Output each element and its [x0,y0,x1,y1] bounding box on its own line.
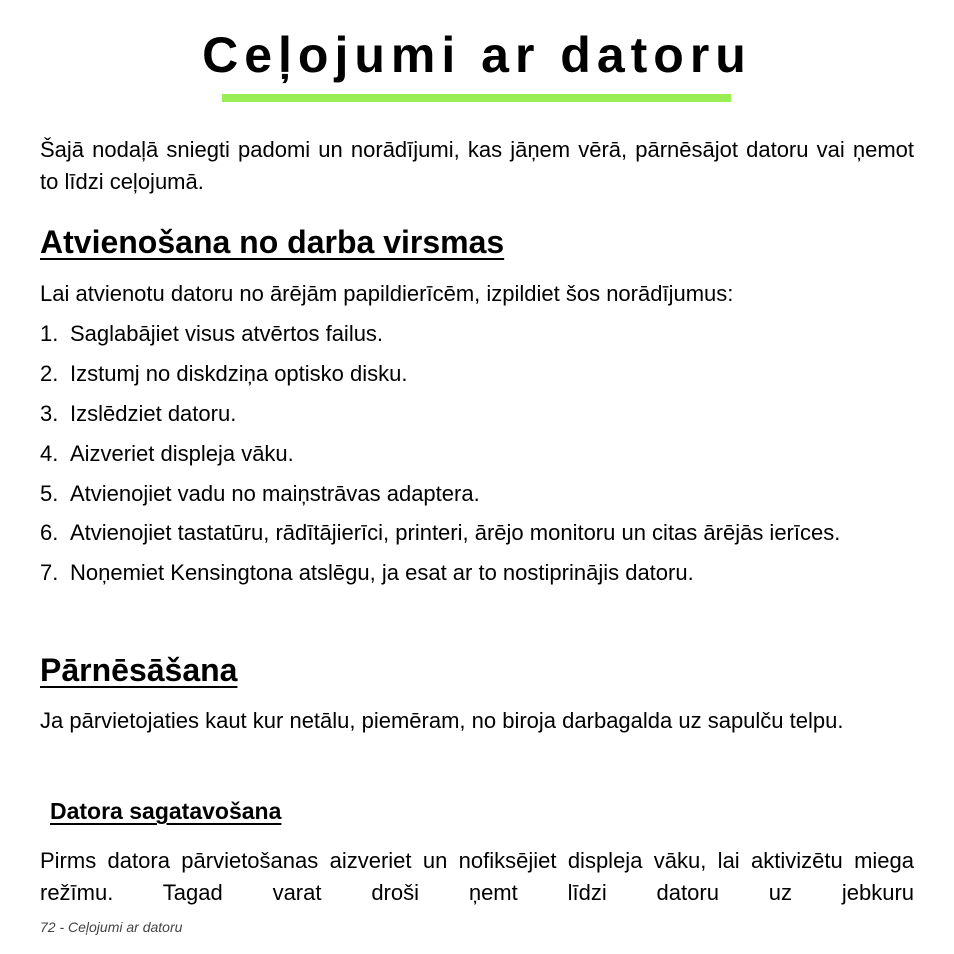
step-text: Saglabājiet visus atvērtos failus. [70,321,384,346]
step-number: 5. [40,481,59,506]
step-number: 6. [40,520,59,545]
page-footer: 72 - Ceļojumi ar datoru [40,919,183,935]
step-text: Aizveriet displeja vāku. [70,441,294,466]
subheading-prepare: Datora sagatavošana [50,798,282,824]
step-text: Noņemiet Kensingtona atslēgu, ja esat ar to nostiprinājis datoru. [70,560,694,585]
prepare-paragraph: Pirms datora pārvietošanas aizveriet un nofiksējiet displeja vāku, lai aktivizētu miega režīmu. Tagad varat droši ņemt līdzi datoru uz jebkuru [40,848,914,905]
moving-paragraph: Ja pārvietojaties kaut kur netālu, piemēram, no biroja darbagalda uz sapulču telpu. [40,708,844,733]
disconnect-steps-list [40,317,914,596]
list-item [40,477,914,510]
title-underline-bar [222,94,731,102]
heading-disconnect: Atvienošana no darba virsmas [40,224,505,260]
step-text: Izslēdziet datoru. [70,401,237,426]
list-item [40,317,914,350]
step-text: Izstumj no diskdziņa optisko disku. [70,361,408,386]
step-number: 4. [40,441,59,466]
step-text: Atvienojiet tastatūru, rādītājierīci, printeri, ārējo monitoru un citas ārējās ierīces. [70,520,841,545]
list-item [40,397,914,430]
step-number: 3. [40,401,59,426]
step-number: 1. [40,321,59,346]
list-item [40,437,914,470]
page-title: Ceļojumi ar datoru [202,27,752,83]
step-text: Atvienojiet vadu no maiņstrāvas adaptera. [70,481,480,506]
step-number: 7. [40,560,59,585]
disconnect-lead: Lai atvienotu datoru no ārējām papildierīcēm, izpildiet šos norādījumus: [40,281,734,306]
list-item [40,357,914,390]
step-number: 2. [40,361,59,386]
list-item [40,517,914,549]
intro-paragraph: Šajā nodaļā sniegti padomi un norādījumi, kas jāņem vērā, pārnēsājot datoru vai ņemot to līdzi ceļojumā. [40,137,914,194]
heading-moving: Pārnēsāšana [40,652,238,688]
list-item [40,556,914,589]
